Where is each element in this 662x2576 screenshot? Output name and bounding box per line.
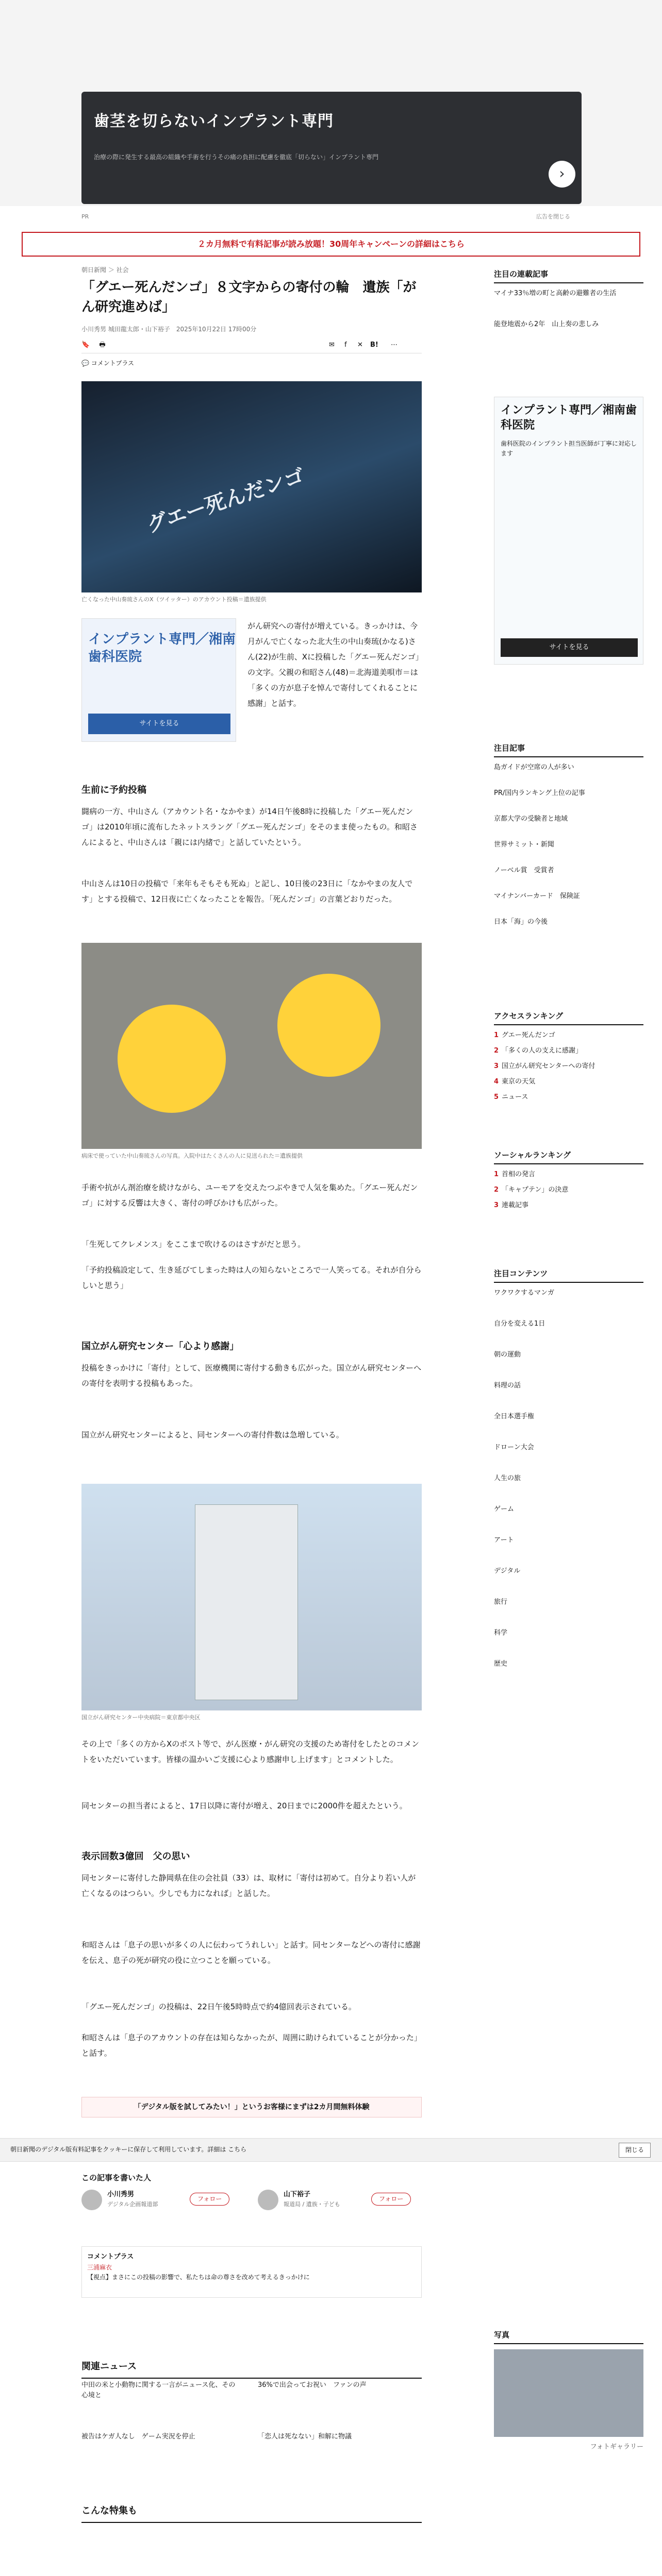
article-image-hospital: [81, 943, 422, 1149]
series-item[interactable]: ドローン大会: [494, 1444, 534, 1451]
series-item[interactable]: ワクワクするマンガ: [494, 1289, 555, 1297]
sidebar-item[interactable]: マイナ33％増の町と高齢の避難者の生活: [494, 290, 617, 297]
comment-plus-heading: コメントプラス: [87, 2253, 134, 2261]
series-heading: 注目コンテンツ: [494, 1267, 643, 1283]
x-icon[interactable]: ✕: [357, 341, 363, 349]
section-heading-father: 表示回数3億回 父の思い: [81, 1851, 190, 1862]
inline-ad-button[interactable]: サイトを見る: [88, 714, 230, 734]
cookie-close-button[interactable]: 閉じる: [619, 2143, 651, 2158]
related-item[interactable]: 中田の米と小動物に関する一言がニュース化、その心境と: [81, 2381, 236, 2399]
rank-item[interactable]: ノーベル賞 受賞者: [494, 867, 554, 874]
access-item[interactable]: 3 国立がん研究センターへの寄付: [494, 1062, 595, 1070]
rank-item[interactable]: マイナンバーカード 保険証: [494, 892, 580, 900]
bookmark-icon[interactable]: 🔖: [81, 341, 90, 349]
access-item[interactable]: 2 「多くの人の支えに感謝」: [494, 1047, 583, 1055]
related-item[interactable]: 「恋人は死なない」和解に物議: [258, 2433, 352, 2441]
paragraph-6: 投稿をきっかけに「寄付」として、医療機関に寄付する動きも広がった。国立がん研究センターへの寄付を表明する投稿もあった。: [81, 1363, 422, 1388]
rank-item[interactable]: 日本「海」の今後: [494, 918, 548, 926]
paragraph-7: 国立がん研究センターによると、同センターへの寄付件数は急増している。: [81, 1430, 344, 1439]
series-item[interactable]: 歴史: [494, 1660, 508, 1668]
series-item[interactable]: 旅行: [494, 1598, 508, 1606]
breadcrumb[interactable]: 朝日新聞 ＞ 社会: [81, 266, 129, 274]
paragraph-11: 和昭さんは「息子の思いが多くの人に伝わってうれしい」と話す。同センターなどへの寄付に感謝を伝え、息子の死が研究の役に立つことを願っている。: [81, 1940, 421, 1965]
paragraph-1: 闘病の一方、中山さん（アカウント名・なかやま）が14日午後8時に投稿した「グエー死んだンゴ」は2010年頃に流布したネットスラング「グエー死んだンゴ」をそのまま使ったもの。和昭さんによると、中山さんは「親には内緒で」と話していたという。: [81, 807, 418, 847]
photo-thumbnail[interactable]: [494, 2349, 643, 2437]
related-heading: 関連ニュース: [81, 2360, 422, 2379]
series-item[interactable]: 朝の運動: [494, 1351, 521, 1359]
rank-item[interactable]: 島ガイドが空席の人が多い: [494, 764, 574, 771]
emoji-face-icon: [118, 1005, 226, 1113]
inline-ad[interactable]: [81, 618, 236, 742]
section-heading-cancer: 国立がん研究センター「心より感謝」: [81, 1341, 239, 1352]
sidebar-ad-title: インプラント専門／湘南歯科医院: [501, 404, 637, 432]
tokushu-heading: こんな特集も: [81, 2504, 422, 2523]
mail-icon[interactable]: ✉: [329, 341, 335, 349]
ad-close-link[interactable]: 広告を閉じる: [536, 213, 570, 220]
paragraph-10: 同センターに寄付した静岡県在住の会社員（33）は、取材に「寄付は初めて。自分より若い人が亡くなるのはつらい。少しでも力になれば」と話した。: [81, 1873, 416, 1898]
series-item[interactable]: 自分を変える1日: [494, 1320, 545, 1328]
article-image-phone: グエー死んだンゴ: [81, 381, 422, 592]
emoji-face-icon: [277, 974, 380, 1077]
sidebar-ad-sub: 歯科医院のインプラント担当医師が丁寧に対応します: [501, 440, 637, 457]
social-item[interactable]: 2 「キャプテン」の決意: [494, 1186, 569, 1194]
follow-button[interactable]: フォロー: [190, 2193, 229, 2206]
paragraph-12: 「グエー死んだンゴ」の投稿は、22日午後5時時点で約4億回表示されている。: [81, 2002, 356, 2011]
comment-text: 【視点】まさにこの投稿の影響で、私たちは命の尊さを改めて考えるきっかけに: [87, 2273, 310, 2281]
writer-card-b[interactable]: [258, 2190, 422, 2231]
print-icon[interactable]: 🖶: [99, 341, 106, 349]
series-item[interactable]: 全日本選手権: [494, 1413, 535, 1420]
rank-item[interactable]: 京都大学の受験者と地域: [494, 815, 568, 823]
writers-heading: この記事を書いた人: [81, 2173, 152, 2182]
trial-banner[interactable]: 「デジタル版を試してみたい！」というお客様にまずは2カ月間無料体験: [81, 2097, 422, 2117]
rank-heading: 注目記事: [494, 742, 643, 757]
facebook-icon[interactable]: f: [344, 341, 347, 349]
section-heading-predict: 生前に予約投稿: [81, 785, 146, 795]
share-toolbar: [81, 340, 422, 353]
cookie-bar: [0, 2138, 662, 2162]
paragraph-13: 和昭さんは「息子のアカウントの存在は知らなかったが、周囲に助けられていることが分かった」と話す。: [81, 2033, 422, 2058]
writer-name: 小川秀男: [107, 2191, 135, 2198]
rank-item[interactable]: 世界サミット・新聞: [494, 841, 554, 849]
top-ad-subtitle: 治療の際に発生する最高の組織や手術を行うその痛の負担に配慮を徹底「切らない」インプラント専門: [94, 154, 379, 161]
cookie-text: 朝日新聞のデジタル版有料記事をクッキーに保存して利用しています。詳細は こちら: [10, 2146, 247, 2153]
access-item[interactable]: 1 グエー死んだンゴ: [494, 1031, 555, 1039]
photo-more-link[interactable]: フォトギャラリー: [590, 2443, 643, 2451]
writer-role: デジタル企画報道部: [107, 2201, 158, 2208]
series-item[interactable]: ゲーム: [494, 1505, 515, 1513]
writer-role: 報道局 / 遺族・子ども: [284, 2201, 340, 2208]
writer-name: 山下裕子: [284, 2191, 311, 2198]
image-caption: 亡くなった中山奏琉さんのX（ツイッター）のアカウント投稿＝遺族提供: [81, 596, 267, 603]
paragraph-4: 「生死してクレメンス」をここまで吹けるのはさすがだと思う。: [81, 1240, 306, 1249]
top-ad-banner[interactable]: [81, 92, 582, 204]
avatar: [258, 2190, 278, 2210]
image-caption: 病床で使っていた中山奏琉さんの写真。入院中はたくさんの人に見送られた＝遺族提供: [81, 1153, 303, 1159]
article-lead: がん研究への寄付が増えている。きっかけは、今月がんで亡くなった北大生の中山奏琉(かなる)さん(22)が生前、Xに投稿した「グエー死んだンゴ」の文字。父親の和昭さん(48)＝北海道美唄市＝は「多くの方が息子を悼んで寄付してくれることに感謝」と話す。: [247, 621, 420, 708]
sidebar-ad-button[interactable]: サイトを見る: [501, 638, 638, 657]
rank-item[interactable]: PR/国内ランキング上位の記事: [494, 789, 585, 797]
avatar: [81, 2190, 102, 2210]
ad-pr-label: PR: [81, 213, 89, 220]
comment-plus-box[interactable]: [81, 2246, 422, 2298]
paragraph-8: その上で「多くの方からXのポスト等で、がん医療・がん研究の支援のため寄付をしたとのコメントをいただいています。皆様の温かいご支援に心より感謝申し上げます」とコメントした。: [81, 1739, 419, 1764]
campaign-banner[interactable]: ２カ月無料で有料記事が読み放題！30周年キャンペーンの詳細はこちら: [22, 232, 640, 257]
paragraph-9: 同センターの担当者によると、17日以降に寄付が増え、20日までに2000件を超えたという。: [81, 1801, 407, 1810]
comment-plus-label: コメントプラス: [91, 360, 135, 367]
image-caption: 国立がん研究センター中央病院＝東京都中央区: [81, 1714, 201, 1721]
hatena-icon[interactable]: B!: [370, 341, 378, 349]
top-ad-title: 歯茎を切らないインプラント専門: [94, 112, 334, 130]
paragraph-2: 中山さんは10日の投稿で「来年もそもそも死ぬ」と記し、10日後の23日に「なかやまの友人です」とする投稿で、12日夜に亡くなったことを報告。「死んだンゴ」の言葉どおりだった。: [81, 879, 413, 904]
series-item[interactable]: アート: [494, 1536, 514, 1544]
access-ranking-heading: アクセスランキング: [494, 1010, 643, 1025]
article-title: 「グエー死んだンゴ」８文字からの寄付の輪 遺族「がん研究進めば」: [81, 280, 417, 315]
related-item[interactable]: 被告はケガ人なし ゲーム実況を停止: [81, 2433, 195, 2441]
series-item[interactable]: デジタル: [494, 1567, 521, 1575]
sidebar-heading: 注目の連載記事: [494, 268, 643, 283]
comment-plus-row[interactable]: [81, 359, 422, 373]
access-item[interactable]: 5 ニュース: [494, 1093, 528, 1101]
comment-icon: 💬: [81, 360, 89, 367]
paragraph-3: 手術や抗がん剤治療を続けながら、ユーモアを交えたつぶやきで人気を集めた。「グエー死んだンゴ」に対する反響は大きく、寄付の呼びかけも広がった。: [81, 1183, 418, 1208]
arrow-right-icon[interactable]: ›: [549, 161, 575, 188]
inline-ad-title: インプラント専門／湘南歯科医院: [88, 632, 236, 665]
series-item[interactable]: 料理の話: [494, 1382, 521, 1389]
article-image-building: [81, 1484, 422, 1710]
social-item[interactable]: 1 首相の発言: [494, 1171, 536, 1178]
series-item[interactable]: 科学: [494, 1629, 508, 1637]
writer-card-a[interactable]: [81, 2190, 236, 2231]
paragraph-5: 「予約投稿設定して、生き延びてしまった時は人の知らないところで一人笑ってる。それが自分らしいと思う」: [81, 1265, 422, 1290]
social-item[interactable]: 3 連載記事: [494, 1201, 529, 1209]
social-ranking-heading: ソーシャルランキング: [494, 1149, 643, 1164]
sidebar-item[interactable]: 能登地震から2年 山上奏の悲しみ: [494, 320, 599, 328]
photo-heading: 写真: [494, 2329, 643, 2344]
access-item[interactable]: 4 東京の天気: [494, 1078, 536, 1086]
article-byline: 小川秀男 城田龍太郎・山下裕子 2025年10月22日 17時00分: [81, 326, 257, 333]
series-item[interactable]: 人生の旅: [494, 1475, 521, 1482]
more-share-icon[interactable]: ⋯: [391, 341, 398, 349]
comment-user[interactable]: 三浦麻衣: [87, 2263, 112, 2271]
sidebar-ad[interactable]: [494, 397, 643, 665]
follow-button[interactable]: フォロー: [371, 2193, 411, 2206]
related-item[interactable]: 36%で出会ってお祝い ファンの声: [258, 2381, 367, 2389]
